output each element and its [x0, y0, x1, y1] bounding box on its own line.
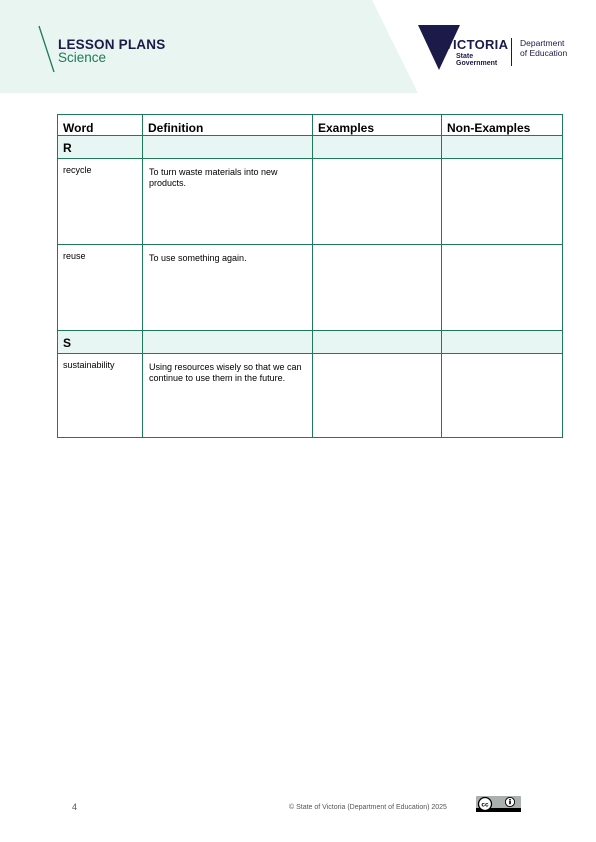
section-letter: R: [58, 136, 143, 159]
definition-cell: Using resources wisely so that we can continue to use them in the future.: [143, 354, 313, 438]
non-examples-cell[interactable]: [442, 159, 563, 245]
department-line-2: of Education: [520, 48, 568, 58]
column-header-non-examples: Non-Examples: [442, 115, 563, 136]
table-row: [58, 354, 563, 438]
non-examples-cell[interactable]: [442, 245, 563, 331]
examples-cell[interactable]: [313, 245, 442, 331]
section-row-r: [58, 136, 563, 159]
definition-cell: To use something again.: [143, 245, 313, 331]
section-filler: [313, 331, 442, 354]
word-cell: sustainability: [58, 354, 143, 438]
definition-cell: To turn waste materials into new products.: [143, 159, 313, 245]
column-header-examples: Examples: [313, 115, 442, 136]
cc-by-license-badge: [476, 796, 521, 812]
victoria-logo: [418, 24, 518, 72]
brand-subtitle: Science: [58, 50, 107, 65]
page-number: 4: [72, 802, 78, 812]
section-filler: [442, 136, 563, 159]
examples-cell[interactable]: [313, 354, 442, 438]
section-row-s: [58, 331, 563, 354]
table-row: [58, 159, 563, 245]
creative-commons-icon: [476, 796, 521, 812]
examples-cell[interactable]: [313, 159, 442, 245]
section-filler: [143, 331, 313, 354]
lesson-plans-brand: [36, 24, 196, 74]
department-name: [520, 38, 567, 58]
header-band: [0, 0, 596, 93]
slash-mark-icon: [36, 24, 58, 74]
section-letter: S: [58, 331, 143, 354]
department-line-1: Department: [520, 38, 565, 48]
word-cell: reuse: [58, 245, 143, 331]
table-row: [58, 245, 563, 331]
logo-divider: [511, 38, 512, 66]
logo-state: State: [456, 53, 474, 60]
word-cell: recycle: [58, 159, 143, 245]
table-header-row: [58, 115, 563, 136]
logo-government: Government: [456, 60, 498, 67]
vocabulary-table: [57, 114, 563, 438]
copyright-notice: © State of Victoria (Department of Education) 2025: [289, 804, 447, 811]
victoria-wordmark: VICTORIA: [444, 37, 509, 52]
svg-text:cc: cc: [481, 801, 489, 809]
section-filler: [442, 331, 563, 354]
column-header-definition: Definition: [143, 115, 313, 136]
section-filler: [143, 136, 313, 159]
non-examples-cell[interactable]: [442, 354, 563, 438]
column-header-word: Word: [58, 115, 143, 136]
section-filler: [313, 136, 442, 159]
brand-title: LESSON PLANS: [58, 37, 166, 52]
